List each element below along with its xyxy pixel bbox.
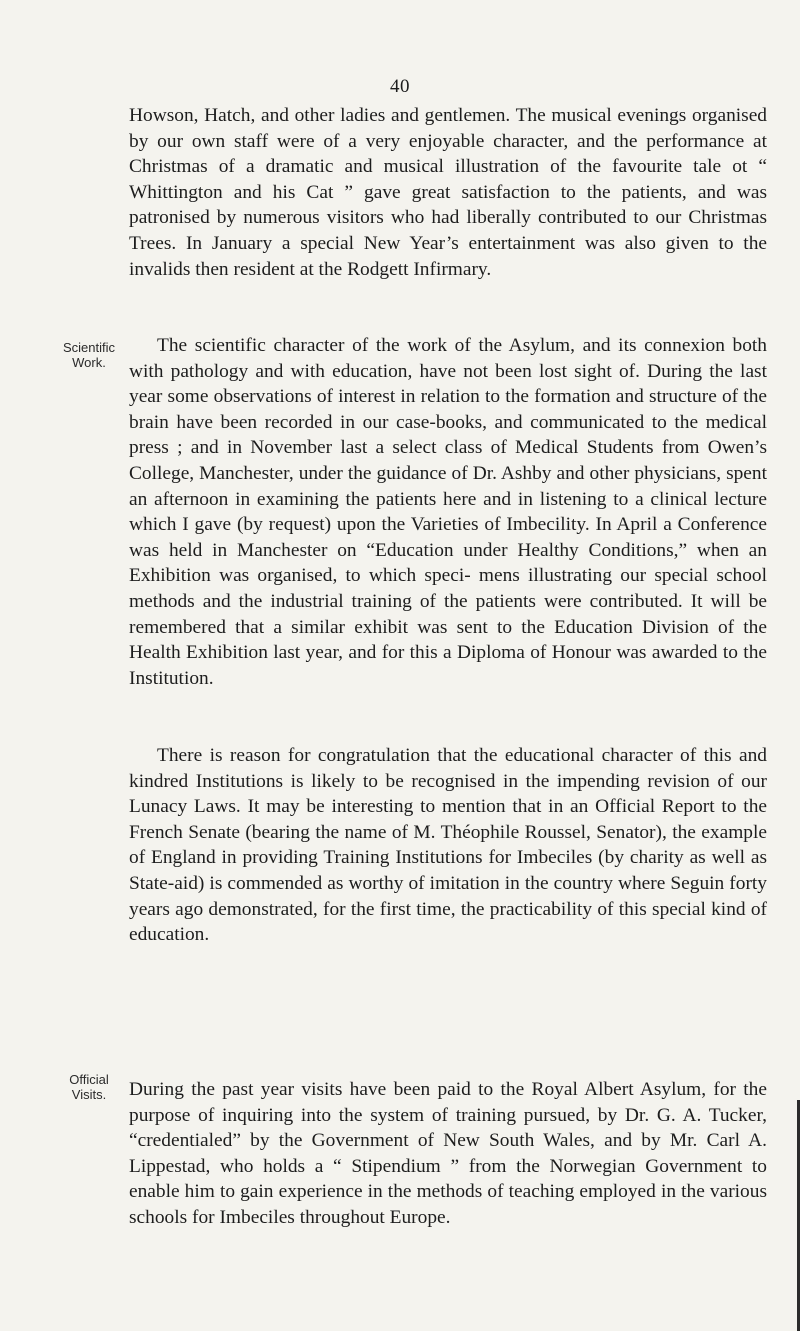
page-number: 40 — [390, 76, 410, 97]
paragraph-text: During the past year visits have been paid to the Royal Albert Asylum, for the purpose of inquiring into the system of training pursued, by Dr. G. A. Tucker, “credentialed” by the Government of New South Wales, and by Mr. Carl A. Lippestad, who holds a “ Stipendium ” from the Norwegian Government to enable him to gain experience in the methods of teaching employed in the various schools for Imbeciles throughout Europe. — [129, 1079, 767, 1228]
margin-note-scientific-work — [54, 340, 124, 370]
margin-note-line: Official — [69, 1072, 109, 1087]
paragraph-entertainments — [129, 103, 767, 282]
paragraph-text: There is reason for congratulation that the educational character of this and kindred Institutions is likely to be recognised in the impending revision of our Lunacy Laws. It may be interesting to mention that in an Official Report to the French Senate (bearing the name of M. Théophile Roussel, Senator), the example of England in providing Training Institutions for Imbeciles (by charity as well as State-aid) is commended as worthy of imitation in the country where Seguin forty years ago demonstrated, for the first time, the practicability of this special kind of education. — [129, 745, 767, 946]
margin-note-official-visits — [54, 1072, 124, 1102]
paragraph-official-visits — [129, 1077, 767, 1231]
margin-note-line: Scientific — [62, 340, 116, 355]
paragraph-text: The scientific character of the work of the Asylum, and its connexion both with pathology and with education, have not been lost sight of. During the last year some observations of interest in relation to the formation and structure of the brain have been recorded in our case-books, and communicated to the medical press ; and in November last a select class of Medical Students from Owen’s College, Manchester, under the guidance of Dr. Ashby and other physicians, spent an afternoon in examining the patients here and in listening to a clinical lecture which I gave (by request) upon the Varieties of Imbecility. In April a Conference was held in Manchester on “Education under Healthy Conditions,” when an Exhibition was organised, to which speci- mens illustrating our special school methods and the industrial training of the patients were contributed. It will be remembered that a similar exhibit was sent to the Education Division of the Health Exhibition last year, and for this a Diploma of Honour was awarded to the Institution. — [129, 335, 767, 689]
paragraph-text: Howson, Hatch, and other ladies and gentlemen. The musical evenings organised by our own staff were of a very enjoyable character, and the performance at Christmas of a dramatic and musical illustration of the favourite tale ot “ Whittington and his Cat ” gave great satisfaction to the patients, and was patronised by numerous visitors who had liberally contributed to our Christmas Trees. In January a special New Year’s entertainment was also given to the invalids then resident at the Rodgett Infirmary. — [129, 105, 767, 280]
paragraph-educational-character — [129, 743, 767, 948]
paragraph-scientific-work — [129, 333, 767, 691]
margin-note-line: Work. — [72, 355, 106, 370]
margin-note-line: Visits. — [71, 1087, 107, 1102]
